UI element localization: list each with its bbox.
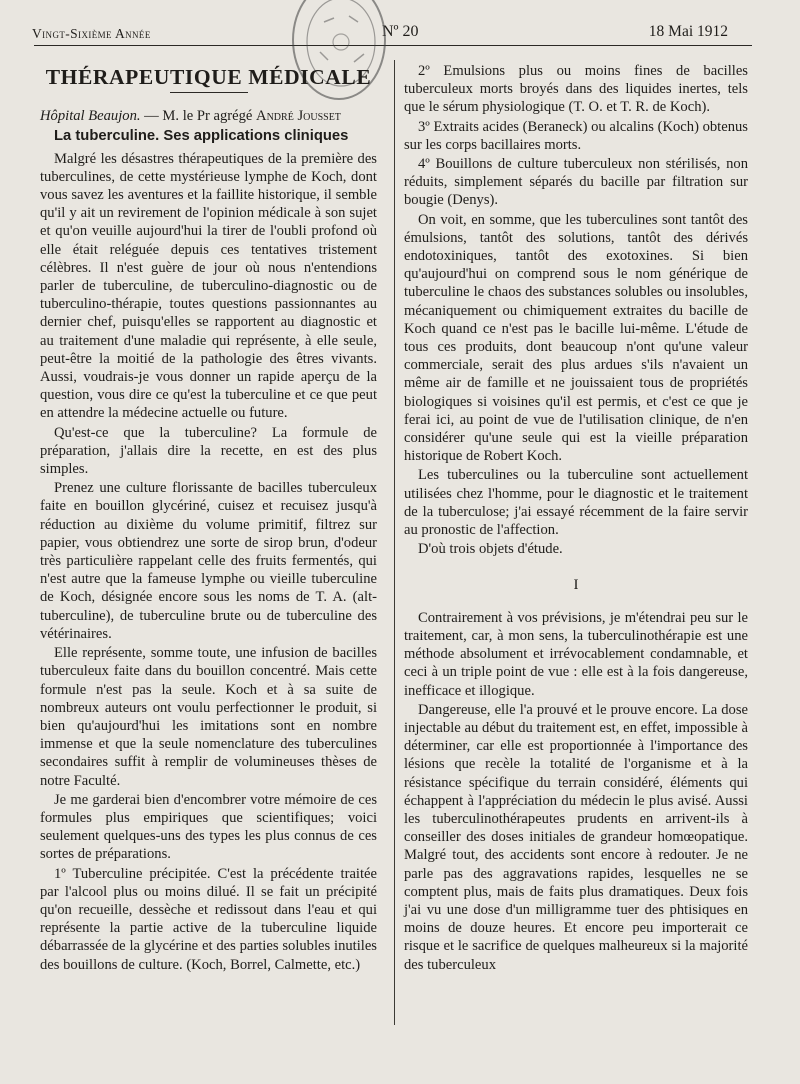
header-rule — [34, 45, 752, 46]
paragraph: 2º Emulsions plus ou moins fines de bacilles tuberculeux morts broyés dans des liquides inertes, tels que le sérum physiologique (T. O. et T. R. de Koch). — [404, 63, 748, 116]
section-number: I — [573, 577, 579, 594]
byline-author: André Jousset — [256, 108, 341, 125]
header-issue-number: Nº 20 — [382, 23, 419, 40]
article-title: THÉRAPEUTIQUE MÉDICALE — [45, 65, 372, 89]
paragraph: Elle représente, somme toute, une infusion de bacilles tuberculeux faite dans du bouillon concentré. Mais cette formule n'est pas la seule. Koch et à sa suite de nombreux auteurs ont voulu perfectionner le produit, si bien qu'aujourd'hui les imitations sont en nombre immense et que la seule nomenclature des tuberculines secondaires suffit à remplir de volumineuses thèses de notre Faculté. — [40, 645, 377, 789]
paragraph: Dangereuse, elle l'a prouvé et le prouve encore. La dose injectable au début du traitement est, en effet, impossible à déterminer, car elle est proportionnée à l'importance des lésions que recèle la totalité de l'organisme et à la résistance spécifique du terrain considéré, éléments qui échappent à l'appréciation du médecin le plus avisé. Aussi les tuberculinothérapeutes prudents en arrivent-ils à conseiller des doses initiales de grandeur homœopatique. Malgré tout, des accidents sont encore à redouter. Je ne parle pas des aggravations rapides, lesquelles ne se comptent plus, mais de faits plus dramatiques. Deux fois j'ai vu une dose d'un milligramme tuer des phtisiques en moins de douze heures. Et encore peu importerait ce risque et le sacrifice de quelques malheureux si la majorité des tuberculeux — [404, 701, 748, 973]
paragraph: Malgré les désastres thérapeutiques de la première des tuberculines, de cette mystérieuse lymphe de Koch, dont vous savez les aventures et la faillite historique, il semble qu'il y ait un revirement de l'opinion médicale à son sujet et qu'on veuille aujourd'hui la tirer de l'oubli profond où elle était reléguée depuis ces tentatives tristement célèbres. Il n'est guère de jour où nous n'entendions parler de tuberculine, de tuberculino-diagnostic ou de tuberculino-thérapie, toutes questions passionnantes au dernier chef, puisqu'elles se rapportent au diagnostic et au traitement d'une maladie qui représente, à elle seule, peut-être la moitié de la pathologie des êtres vivants. Aussi, voudrais-je vous donner un rapide aperçu de la question, vous dire ce qu'est la tuberculine et ce que peut en attendre la médecine actuelle ou future. — [40, 150, 377, 422]
left-column — [40, 62, 377, 975]
column-divider — [394, 60, 395, 1025]
article-byline — [40, 107, 377, 125]
page-header — [14, 22, 778, 44]
paragraph: On voit, en somme, que les tuberculines sont tantôt des émulsions, tantôt des solutions, tantôt des dérivés endotoxiniques, tantôt des exotoxines. Si bien qu'aujourd'hui on comprend sous le nom générique de tuberculine le chaos des substances solubles ou insolubles, mécaniquement ou chimiquement extraites du bacille de Koch quand ce n'est pas le bacille lui-même. L'étude de tous ces produits, dont beaucoup n'ont qu'une valeur commerciale, serait des plus ardues s'ils n'avaient un même air de famille et ne jouissaient tous de propriétés biologiques si voisines qu'il est permis, et c'est ce que je ferai ici, au point de vue de l'utilisation clinique, de n'en considérer qu'une seule qui est la vieille préparation historique de Robert Koch. — [404, 211, 748, 465]
article-subtitle: La tuberculine. Ses applications cliniques — [54, 128, 349, 145]
paragraph: Prenez une culture florissante de bacilles tuberculeux faite en bouillon glycériné, cuisez et recuisez jusqu'à réduction au dixième du volume primitif, filtrez sur papier, vous obtiendrez une sorte de sirop brun, d'odeur très particulière rappelant celle des fruits fermentés, qui n'est autre que la fameuse lymphe ou vieille tuberculine de Koch, désignée encore sous les noms de T. A. (alt-tuberculine), de tuberculine brute ou de tuberculine des vétérinaires. — [40, 480, 377, 642]
paragraph: Qu'est-ce que la tuberculine? La formule de préparation, j'allais dire la recette, en est des plus simples. — [40, 424, 377, 478]
byline-text: — M. le Pr agrégé — [140, 108, 257, 125]
right-column — [404, 62, 748, 975]
paragraph: 1º Tuberculine précipitée. C'est la précédente traitée par l'alcool plus ou moins dilué. Il se fait un précipité qu'on recueille, dessèche et redissout dans l'eau et qui représente la partie active de la tuberculine liquide débarrassée de la glycérine et des parties solubles inutiles des bouillons de culture. (Koch, Borrel, Calmette, etc.) — [40, 865, 377, 973]
byline-place: Hôpital Beaujon. — [40, 108, 141, 125]
title-rule — [170, 92, 248, 93]
paragraph: Je me garderai bien d'encombrer votre mémoire de ces formules plus empiriques que scientifiques; voici seulement quelques-uns des types les plus connus de ces sortes de préparations. — [40, 791, 377, 863]
header-year: Vingt-Sixième Année — [32, 26, 151, 41]
paragraph: D'où trois objets d'étude. — [418, 541, 563, 558]
paragraph: 3º Extraits acides (Beraneck) ou alcalins (Koch) obtenus sur les corps bacillaires morts. — [404, 118, 748, 153]
header-date: 18 Mai 1912 — [648, 23, 728, 40]
paragraph: 4º Bouillons de culture tuberculeux non stérilisés, non réduits, simplement séparés du bacille par filtration sur bougie (Denys). — [404, 156, 748, 209]
paragraph: Contrairement à vos prévisions, je m'étendrai peu sur le traitement, car, à mon sens, la tuberculinothérapie est une méthode absolument et irrévocablement condamnable, et ceci à un triple point de vue : elle est à la fois dangereuse, inefficace et illogique. — [404, 609, 748, 699]
paragraph: Les tuberculines ou la tuberculine sont actuellement utilisées chez l'homme, pour le diagnostic et le traitement de la tuberculose; j'ai essayé récemment de la faire servir au pronostic de l'affection. — [404, 467, 748, 539]
